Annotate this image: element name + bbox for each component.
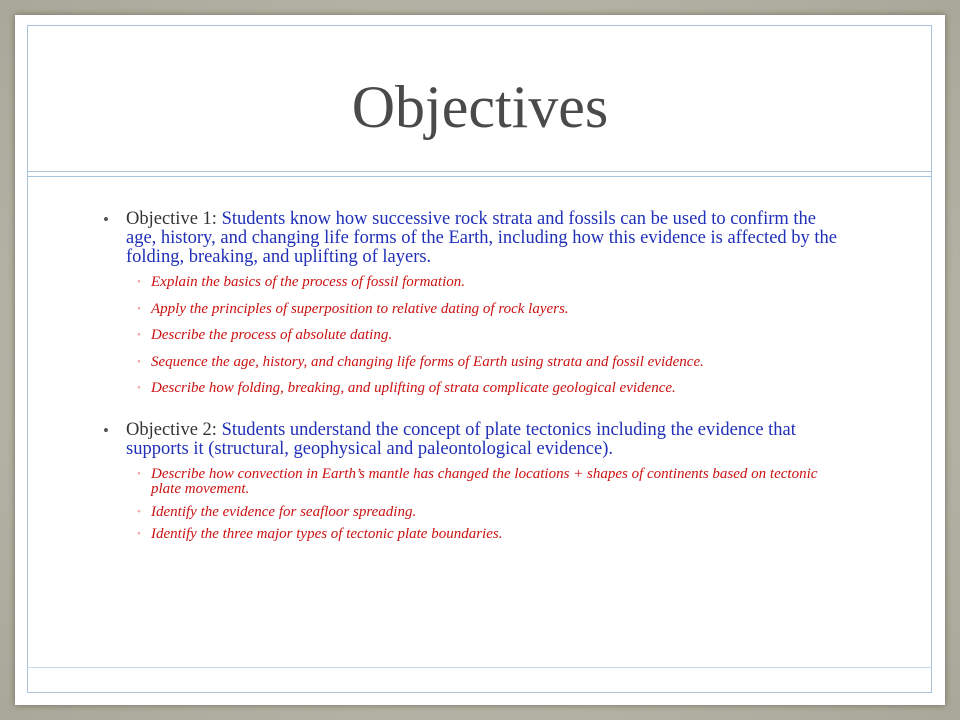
bullet-icon: • (103, 210, 109, 229)
subpoint-text: Describe how folding, breaking, and uplifting of strata complicate geological evidence. (151, 380, 676, 396)
subpoint-text: Apply the principles of superposition to relative dating of rock layers. (151, 300, 569, 317)
subpoint-text: Sequence the age, history, and changing life forms of Earth using strata and fossil evidence. (151, 353, 704, 370)
slide-title: Objectives (351, 74, 609, 140)
bullet-icon: • (103, 420, 109, 440)
title-divider-bottom (27, 176, 932, 177)
subpoint-text: Describe how convection in Earth’s mantle has changed the locations + shapes of continents based on tectonic plate movement. (151, 465, 818, 497)
subpoint-text: Identify the evidence for seafloor spreading. (151, 503, 417, 520)
footer-text (35, 672, 235, 684)
subpoint-text: Explain the basics of the process of fossil formation. (151, 274, 466, 290)
bullet-icon: • (137, 467, 141, 480)
objective-label: Objective 2: (126, 419, 222, 440)
bullet-icon: • (137, 382, 141, 394)
objective-2 (85, 421, 845, 459)
objective-text: Students know how successive rock strata and fossils can be used to confirm the age, history, and changing life forms of the Earth, including how this evidence is affected by the folding, breaking, and uplifting of layers. (126, 209, 838, 267)
title-divider-top (27, 171, 932, 172)
objective-2-subpoints (85, 467, 845, 543)
list-item (85, 328, 845, 344)
objective-text: Students understand the concept of plate tectonics including the evidence that supports it (structural, geophysical and paleontological evidence). (126, 419, 796, 459)
objective-1 (85, 210, 845, 267)
subpoint-text: Describe the process of absolute dating. (151, 327, 393, 343)
objective-1-subpoints (85, 275, 845, 397)
bullet-icon: • (137, 528, 141, 540)
list-item (85, 505, 845, 521)
bullet-icon: • (137, 276, 141, 288)
list-item (85, 355, 845, 371)
subpoint-text: Identify the three major types of tectonic plate boundaries. (151, 526, 503, 542)
list-item (85, 302, 845, 318)
list-item (85, 527, 845, 543)
bullet-icon: • (137, 302, 141, 315)
bullet-icon: • (137, 329, 141, 341)
list-item (85, 275, 845, 291)
footer-divider (27, 667, 932, 668)
bullet-icon: • (137, 355, 141, 368)
bullet-icon: • (137, 505, 141, 518)
objectives-list (85, 210, 845, 543)
objective-label: Objective 1: (126, 209, 222, 229)
list-item (85, 467, 845, 498)
list-item (85, 381, 845, 397)
